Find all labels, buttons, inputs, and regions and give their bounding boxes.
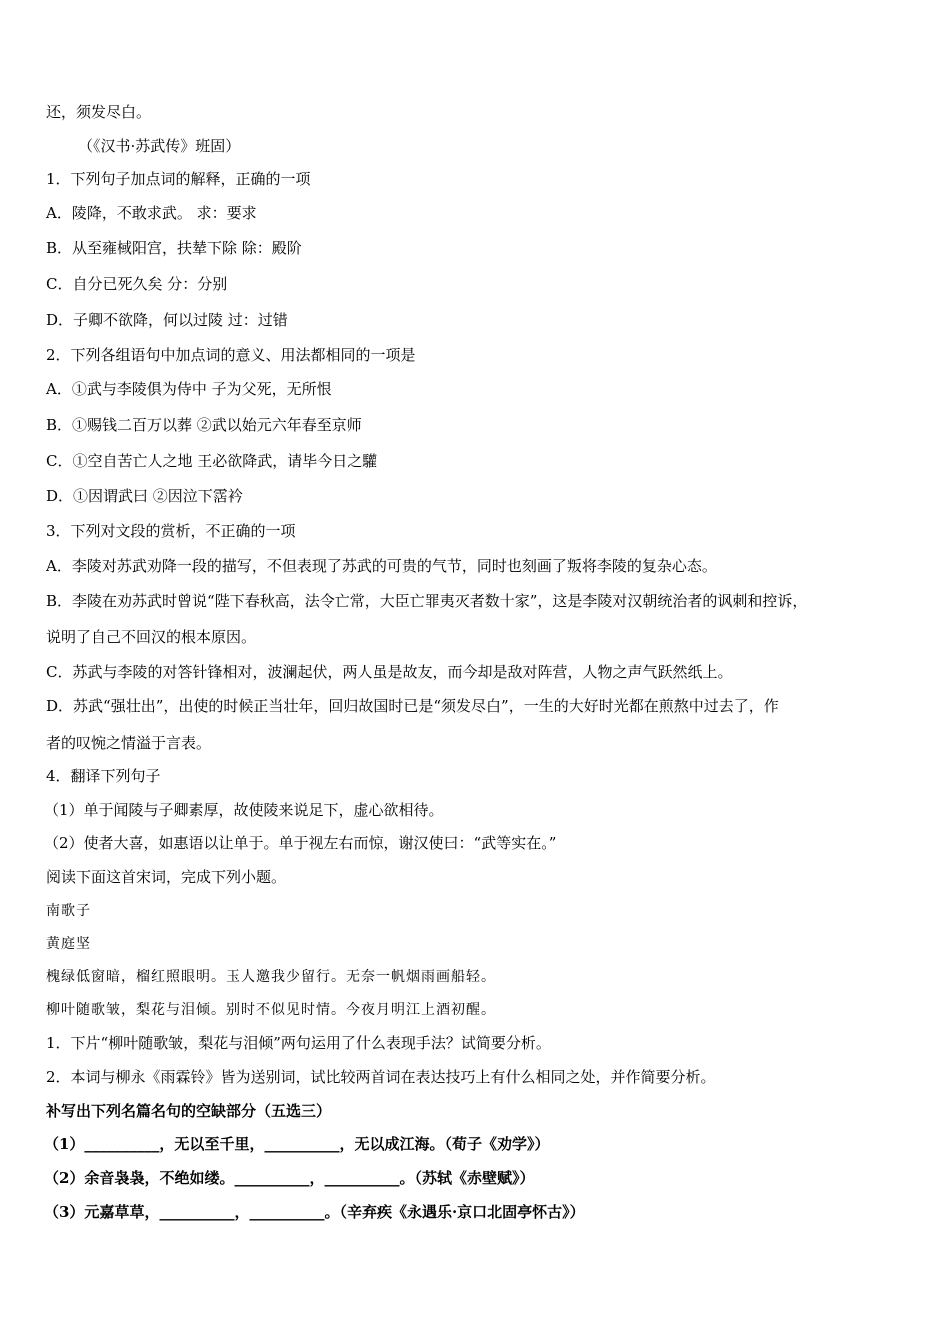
q3-option-d-line2: 者的叹惋之情溢于言表。: [46, 734, 212, 752]
q1-option-a: A．陵降，不敢求武。 求：要求: [46, 204, 257, 222]
q1-option-d: D．子卿不欲降，何以过陵 过：过错: [46, 311, 288, 329]
q1-stem: 1．下列句子加点词的解释，正确的一项: [46, 170, 311, 188]
poem-title: 南歌子: [46, 903, 91, 919]
q2-option-d: D．①因谓武曰 ②因泣下霑衿: [46, 487, 243, 505]
poem-question-2: 2．本词与柳永《雨霖铃》皆为送别词，试比较两首词在表达技巧上有什么相同之处，并作简要分析。: [46, 1068, 716, 1086]
poem-line-1: 槐绿低窗暗，榴红照眼明。玉人邀我少留行。无奈一帆烟雨画船轻。: [46, 969, 496, 985]
poem-line-2: 柳叶随歌皱，梨花与泪倾。别时不似见时情。今夜月明江上酒初醒。: [46, 1002, 496, 1018]
passage-source: （《汉书·苏武传》班固）: [78, 137, 241, 155]
q1-option-b: B．从至雍棫阳宫，扶辇下除 除：殿阶: [46, 239, 302, 257]
poem-author: 黄庭坚: [46, 936, 91, 952]
q3-option-d-line1: D．苏武“强壮出”，出使的时候正当壮年，回归故国时已是“须发尽白”，一生的大好时光都在煎熬中过去了，作: [46, 697, 779, 715]
poem-intro: 阅读下面这首宋词，完成下列小题。: [46, 868, 287, 886]
q3-option-b-line2: 说明了自己不回汉的根本原因。: [46, 628, 257, 646]
q3-option-b-line1: B．李陵在劝苏武时曾说“陛下春秋高，法令亡常，大臣亡罪夷灭者数十家”，这是李陵对汉朝统治者的讽刺和控诉，: [46, 592, 808, 610]
q2-option-c: C．①空自苦亡人之地 王必欲降武，请毕今日之驩: [46, 452, 378, 470]
q1-option-c: C．自分已死久矣 分：分别: [46, 275, 228, 293]
passage-tail: 还，须发尽白。: [46, 103, 152, 121]
fill-item-1: （1）__________，无以至千里，__________，无以成江海。（荀子《劝学》）: [44, 1135, 550, 1153]
q4-sentence-2: （2）使者大喜，如惠语以让单于。单于视左右而惊，谢汉使曰：“武等实在。”: [44, 834, 557, 852]
fill-item-3: （3）元嘉草草，__________，__________。（辛弃疾《永遇乐·京口北固亭怀古》）: [44, 1203, 585, 1221]
fill-stem: 补写出下列名篇名句的空缺部分（五选三）: [46, 1102, 332, 1120]
q2-stem: 2．下列各组语句中加点词的意义、用法都相同的一项是: [46, 346, 416, 364]
q3-option-c: C．苏武与李陵的对答针锋相对，波澜起伏，两人虽是故友，而今却是敌对阵营，人物之声气跃然纸上。: [46, 663, 733, 681]
fill-item-2: （2）余音袅袅，不绝如缕。__________，__________。（苏轼《赤壁赋》）: [44, 1169, 535, 1187]
q2-option-a: A．①武与李陵俱为侍中 子为父死，无所恨: [46, 380, 332, 398]
q3-option-a: A．李陵对苏武劝降一段的描写，不但表现了苏武的可贵的气节，同时也刻画了叛将李陵的复杂心态。: [46, 557, 717, 575]
poem-question-1: 1．下片“柳叶随歌皱，梨花与泪倾”两句运用了什么表现手法？试简要分析。: [46, 1034, 551, 1052]
q2-option-b: B．①赐钱二百万以葬 ②武以始元六年春至京师: [46, 416, 362, 434]
q4-stem: 4．翻译下列句子: [46, 767, 161, 785]
q4-sentence-1: （1）单于闻陵与子卿素厚，故使陵来说足下，虚心欲相待。: [44, 801, 444, 819]
q3-stem: 3．下列对文段的赏析，不正确的一项: [46, 522, 296, 540]
